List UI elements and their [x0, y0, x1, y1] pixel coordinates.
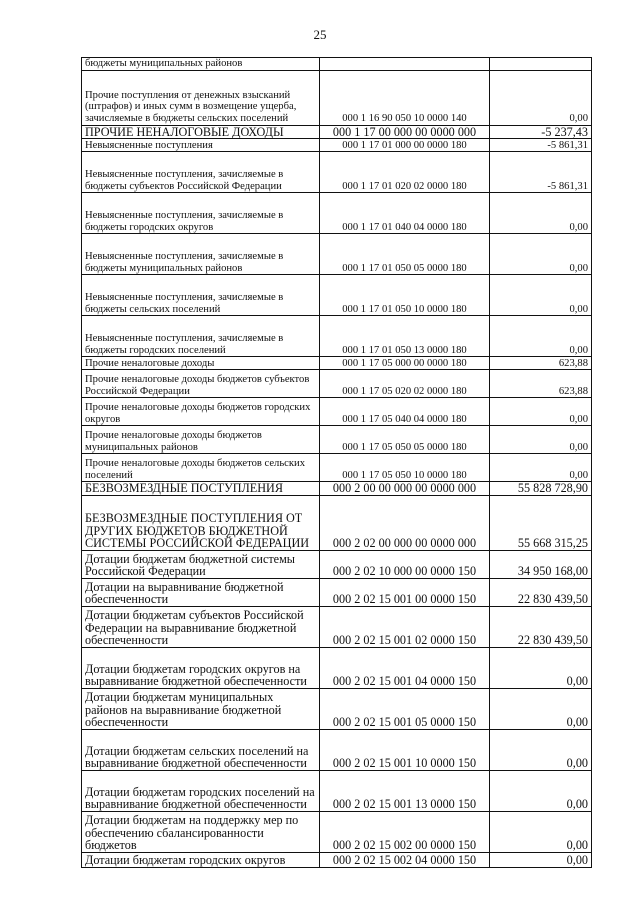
row-code: 000 2 02 10 000 00 0000 150: [320, 550, 490, 578]
row-amount: [490, 58, 592, 71]
table-row: [82, 125, 592, 139]
row-amount: 34 950 168,00: [490, 550, 592, 578]
row-name: Невыясненные поступления, зачисляемые в бюджеты городских поселений: [82, 316, 320, 357]
table-row: [82, 58, 592, 71]
row-code: 000 1 17 01 050 10 0000 180: [320, 275, 490, 316]
row-amount: 0,00: [490, 647, 592, 688]
table-row: [82, 688, 592, 729]
row-code: 000 1 17 05 020 02 0000 180: [320, 370, 490, 398]
row-code: 000 1 17 01 000 00 0000 180: [320, 139, 490, 152]
row-code: 000 2 02 15 002 04 0000 150: [320, 852, 490, 867]
row-amount: 0,00: [490, 316, 592, 357]
row-code: 000 2 02 15 001 10 0000 150: [320, 729, 490, 770]
row-amount: 0,00: [490, 811, 592, 852]
row-name: Дотации бюджетам на поддержку мер по обеспечению сбалансированности бюджетов: [82, 811, 320, 852]
row-name: бюджеты муниципальных районов: [82, 58, 320, 71]
row-code: 000 1 17 01 040 04 0000 180: [320, 193, 490, 234]
row-name: Дотации бюджетам городских поселений на выравнивание бюджетной обеспеченности: [82, 770, 320, 811]
row-name: Прочие поступления от денежных взысканий (штрафов) и иных сумм в возмещение ущерба, зачисляемые в бюджеты сельских поселений: [82, 70, 320, 125]
row-code: 000 1 17 05 040 04 0000 180: [320, 398, 490, 426]
row-amount: 0,00: [490, 426, 592, 454]
row-name: БЕЗВОЗМЕЗДНЫЕ ПОСТУПЛЕНИЯ ОТ ДРУГИХ БЮДЖЕТОВ БЮДЖЕТНОЙ СИСТЕМЫ РОССИЙСКОЙ ФЕДЕРАЦИИ: [82, 495, 320, 550]
table-row: [82, 852, 592, 867]
row-name: Дотации бюджетам муниципальных районов на выравнивание бюджетной обеспеченности: [82, 688, 320, 729]
row-code: 000 1 16 90 050 10 0000 140: [320, 70, 490, 125]
table-row: [82, 606, 592, 647]
table-row: [82, 454, 592, 482]
table-row: [82, 316, 592, 357]
table-row: [82, 770, 592, 811]
table-row: [82, 193, 592, 234]
row-code: 000 1 17 05 050 05 0000 180: [320, 426, 490, 454]
row-code: 000 1 17 01 050 05 0000 180: [320, 234, 490, 275]
row-code: 000 2 02 15 002 00 0000 150: [320, 811, 490, 852]
row-name: ПРОЧИЕ НЕНАЛОГОВЫЕ ДОХОДЫ: [82, 125, 320, 139]
row-amount: 22 830 439,50: [490, 578, 592, 606]
row-code: 000 2 02 15 001 13 0000 150: [320, 770, 490, 811]
row-amount: 0,00: [490, 454, 592, 482]
row-name: Невыясненные поступления, зачисляемые в бюджеты субъектов Российской Федерации: [82, 152, 320, 193]
row-amount: 0,00: [490, 193, 592, 234]
row-name: Дотации бюджетам городских округов на выравнивание бюджетной обеспеченности: [82, 647, 320, 688]
row-name: Дотации на выравнивание бюджетной обеспеченности: [82, 578, 320, 606]
table-row: [82, 482, 592, 496]
row-amount: 0,00: [490, 70, 592, 125]
table-row: [82, 139, 592, 152]
table-row: [82, 275, 592, 316]
row-code: 000 2 02 15 001 04 0000 150: [320, 647, 490, 688]
row-code: 000 1 17 00 000 00 0000 000: [320, 125, 490, 139]
row-name: БЕЗВОЗМЕЗДНЫЕ ПОСТУПЛЕНИЯ: [82, 482, 320, 496]
row-name: Невыясненные поступления, зачисляемые в бюджеты сельских поселений: [82, 275, 320, 316]
row-name: Невыясненные поступления, зачисляемые в бюджеты муниципальных районов: [82, 234, 320, 275]
row-name: Невыясненные поступления: [82, 139, 320, 152]
row-amount: 623,88: [490, 357, 592, 370]
row-amount: 0,00: [490, 234, 592, 275]
row-amount: 0,00: [490, 275, 592, 316]
row-amount: 0,00: [490, 770, 592, 811]
table-row: [82, 426, 592, 454]
row-amount: 623,88: [490, 370, 592, 398]
row-amount: -5 861,31: [490, 139, 592, 152]
row-name: Дотации бюджетам городских округов: [82, 852, 320, 867]
table-body: [82, 58, 592, 868]
table-row: [82, 70, 592, 125]
table-row: [82, 495, 592, 550]
table-row: [82, 370, 592, 398]
table-row: [82, 811, 592, 852]
row-name: Дотации бюджетам бюджетной системы Российской Федерации: [82, 550, 320, 578]
row-amount: 22 830 439,50: [490, 606, 592, 647]
table-row: [82, 398, 592, 426]
row-code: 000 1 17 01 050 13 0000 180: [320, 316, 490, 357]
row-code: 000 1 17 05 000 00 0000 180: [320, 357, 490, 370]
row-amount: 0,00: [490, 398, 592, 426]
row-name: Дотации бюджетам субъектов Российской Федерации на выравнивание бюджетной обеспеченности: [82, 606, 320, 647]
row-code: 000 1 17 05 050 10 0000 180: [320, 454, 490, 482]
row-amount: 0,00: [490, 729, 592, 770]
table-row: [82, 729, 592, 770]
budget-revenue-table: [81, 57, 592, 868]
row-code: 000 2 02 15 001 05 0000 150: [320, 688, 490, 729]
row-code: 000 2 02 15 001 00 0000 150: [320, 578, 490, 606]
row-code: 000 2 02 15 001 02 0000 150: [320, 606, 490, 647]
row-name: Прочие неналоговые доходы бюджетов сельских поселений: [82, 454, 320, 482]
row-amount: 0,00: [490, 852, 592, 867]
row-amount: -5 237,43: [490, 125, 592, 139]
table-row: [82, 578, 592, 606]
table-row: [82, 152, 592, 193]
row-code: [320, 58, 490, 71]
row-amount: -5 861,31: [490, 152, 592, 193]
row-code: 000 2 02 00 000 00 0000 000: [320, 495, 490, 550]
row-amount: 55 668 315,25: [490, 495, 592, 550]
table-row: [82, 550, 592, 578]
row-code: 000 1 17 01 020 02 0000 180: [320, 152, 490, 193]
row-name: Прочие неналоговые доходы: [82, 357, 320, 370]
row-amount: 0,00: [490, 688, 592, 729]
row-code: 000 2 00 00 000 00 0000 000: [320, 482, 490, 496]
row-name: Прочие неналоговые доходы бюджетов городских округов: [82, 398, 320, 426]
page-number: 25: [313, 27, 327, 42]
table-row: [82, 647, 592, 688]
row-name: Прочие неналоговые доходы бюджетов муниципальных районов: [82, 426, 320, 454]
table-row: [82, 234, 592, 275]
row-name: Дотации бюджетам сельских поселений на выравнивание бюджетной обеспеченности: [82, 729, 320, 770]
table-row: [82, 357, 592, 370]
row-name: Прочие неналоговые доходы бюджетов субъектов Российской Федерации: [82, 370, 320, 398]
row-amount: 55 828 728,90: [490, 482, 592, 496]
row-name: Невыясненные поступления, зачисляемые в бюджеты городских округов: [82, 193, 320, 234]
